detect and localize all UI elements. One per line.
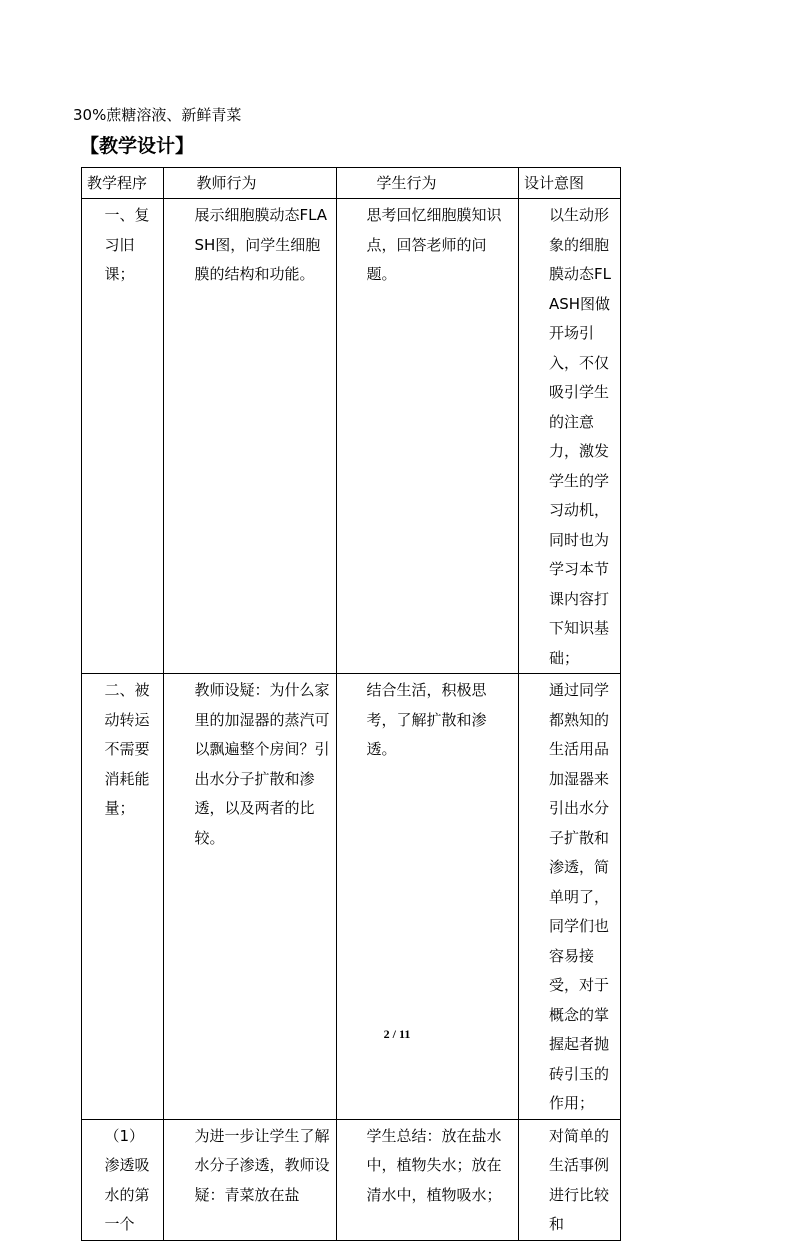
header-student: 学生行为	[336, 168, 518, 199]
cell-intent: 对简单的生活事例进行比较和	[518, 1119, 620, 1240]
materials-line: 30%蔗糖溶液、新鲜青菜	[73, 106, 242, 124]
cell-student: 思考回忆细胞膜知识点，回答老师的问题。	[336, 199, 518, 674]
header-teacher: 教师行为	[164, 168, 336, 199]
table-row	[82, 1119, 621, 1240]
teaching-design-table	[81, 167, 621, 1241]
cell-procedure: 一、复习旧课；	[82, 199, 164, 674]
header-intent: 设计意图	[518, 168, 620, 199]
table-row	[82, 199, 621, 674]
cell-teacher: 教师设疑：为什么家里的加湿器的蒸汽可以飘遍整个房间？引出水分子扩散和渗透，以及两者的比较。	[164, 674, 336, 1120]
section-heading: 【教学设计】	[80, 135, 195, 157]
header-procedure: 教学程序	[82, 168, 164, 199]
cell-student: 结合生活，积极思考，了解扩散和渗透。	[336, 674, 518, 1120]
table-header-row	[82, 168, 621, 199]
cell-intent: 通过同学都熟知的生活用品加湿器来引出水分子扩散和渗透，简单明了，同学们也容易接受，对于概念的掌握起者抛砖引玉的作用；	[518, 674, 620, 1120]
cell-procedure: 二、被动转运不需要消耗能量；	[82, 674, 164, 1120]
cell-student: 学生总结：放在盐水中，植物失水；放在清水中，植物吸水；	[336, 1119, 518, 1240]
page-number: 2 / 11	[383, 1027, 411, 1041]
cell-intent: 以生动形象的细胞膜动态FLASH图做开场引入，不仅吸引学生的注意力，激发学生的学习动机，同时也为学习本节课内容打下知识基础；	[518, 199, 620, 674]
cell-procedure: （1）渗透吸水的第一个	[82, 1119, 164, 1240]
table-row	[82, 674, 621, 1120]
cell-teacher: 为进一步让学生了解水分子渗透，教师设疑：青菜放在盐	[164, 1119, 336, 1240]
cell-teacher: 展示细胞膜动态FLASH图，问学生细胞膜的结构和功能。	[164, 199, 336, 674]
